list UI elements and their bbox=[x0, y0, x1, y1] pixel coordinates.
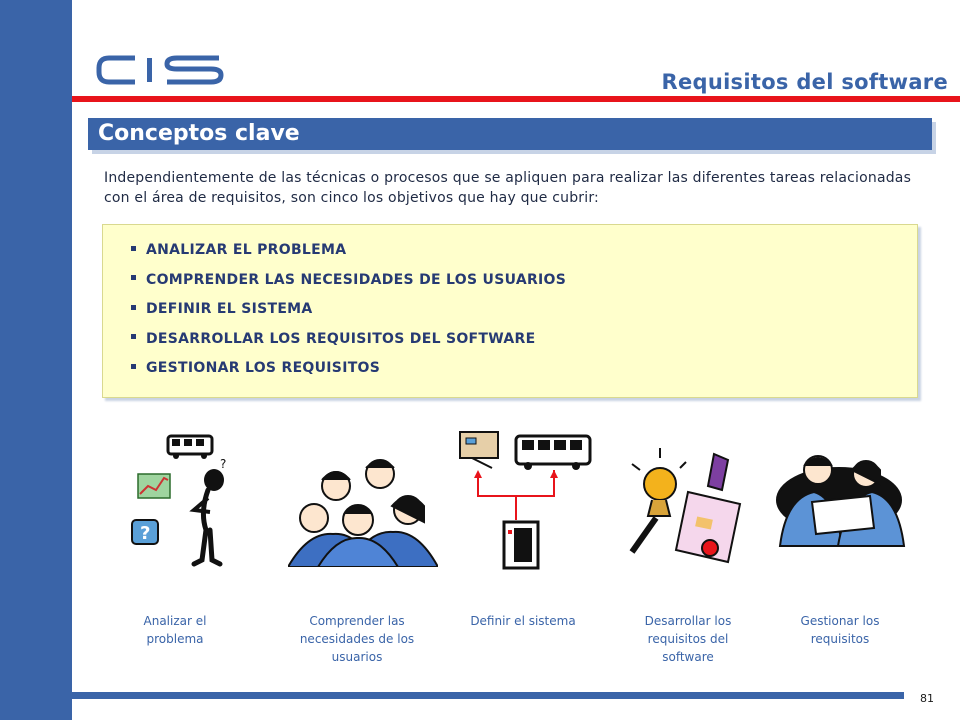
page-header-title: Requisitos del software bbox=[661, 70, 948, 94]
thinking-person-icon bbox=[128, 428, 238, 577]
bullet-icon bbox=[131, 246, 136, 251]
objectives-list bbox=[103, 225, 917, 387]
cis-logo bbox=[95, 52, 225, 92]
list-item: ANALIZAR EL PROBLEMA bbox=[131, 239, 917, 269]
lightbulb-certificate-icon bbox=[618, 444, 748, 578]
intro-paragraph: Independientemente de las técnicas o procesos que se apliquen para realizar las diferentes tareas relacionadas con el área de requisitos, son cinco los objetivos que hay que cubrir: bbox=[104, 170, 912, 206]
bullet-icon bbox=[131, 275, 136, 280]
header-divider bbox=[72, 96, 960, 102]
people-group-icon bbox=[288, 452, 438, 571]
bullet-icon bbox=[131, 305, 136, 310]
section-banner bbox=[88, 118, 932, 150]
caption-analizar: Analizar el problema bbox=[143, 614, 207, 646]
list-item: COMPRENDER LAS NECESIDADES DE LOS USUARIOS bbox=[131, 269, 917, 299]
svg-text:?: ? bbox=[140, 523, 151, 544]
section-title: Conceptos clave bbox=[98, 121, 300, 146]
system-diagram-icon bbox=[452, 426, 597, 580]
svg-text:?: ? bbox=[220, 457, 227, 471]
list-item: GESTIONAR LOS REQUISITOS bbox=[131, 357, 917, 387]
bullet-icon bbox=[131, 334, 136, 339]
page-number: 81 bbox=[920, 692, 934, 705]
footer-bar bbox=[72, 692, 904, 699]
list-item: DEFINIR EL SISTEMA bbox=[131, 298, 917, 328]
bullet-icon bbox=[131, 364, 136, 369]
list-item: DESARROLLAR LOS REQUISITOS DEL SOFTWARE bbox=[131, 328, 917, 358]
two-people-document-icon bbox=[772, 448, 907, 552]
objectives-box bbox=[102, 224, 918, 398]
left-sidebar-bar bbox=[0, 0, 72, 720]
caption-gestionar: Gestionar los requisitos bbox=[800, 614, 880, 646]
caption-comprender: Comprender las necesidades de los usuarios bbox=[299, 614, 415, 664]
caption-definir: Definir el sistema bbox=[470, 614, 576, 628]
caption-desarrollar: Desarrollar los requisitos del software bbox=[644, 614, 732, 664]
